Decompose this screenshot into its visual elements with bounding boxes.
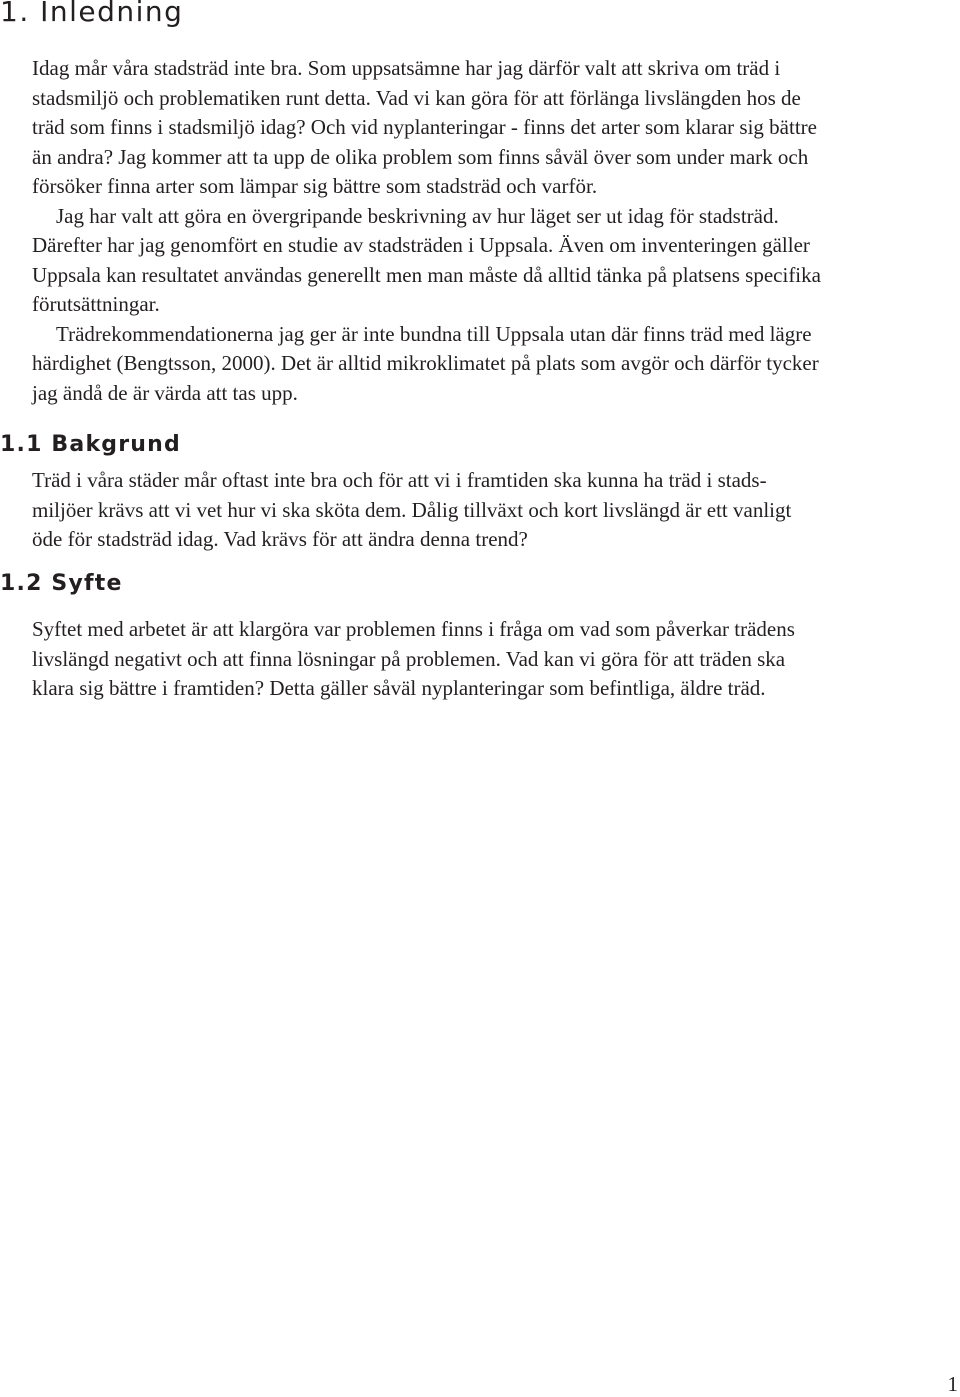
- text-line: Trädrekommendationerna jag ger är inte bundna till Uppsala utan där finns träd med lägre: [56, 321, 812, 346]
- text-line: stadsmiljö och problematiken runt detta. Vad vi kan göra för att förlänga livslängden hos de: [32, 85, 801, 110]
- text-line: förutsättningar.: [32, 292, 160, 316]
- intro-paragraph: [32, 54, 952, 408]
- section-heading-syfte: 1.2 Syfte: [0, 571, 123, 596]
- text-line: Träd i våra städer mår oftast inte bra och för att vi i framtiden ska kunna ha träd i stads-: [32, 468, 767, 492]
- text-line: miljöer krävs att vi vet hur vi ska sköta dem. Dålig tillväxt och kort livslängd är ett vanligt: [32, 497, 792, 522]
- text-line: Idag mår våra stadsträd inte bra. Som uppsatsämne har jag därför valt att skriva om träd i: [32, 56, 781, 80]
- text-line: än andra? Jag kommer att ta upp de olika problem som finns såväl över som under mark och: [32, 144, 809, 169]
- text-line: livslängd negativt och att finna lösningar på problemen. Vad kan vi göra för att träden ska: [32, 646, 786, 671]
- section-heading-bakgrund: 1.1 Bakgrund: [0, 432, 181, 457]
- text-line: Uppsala kan resultatet användas generellt men man måste då alltid tänka på platsens specifika: [32, 262, 821, 287]
- text-line: träd som finns i stadsmiljö idag? Och vid nyplanteringar - finns det arter som klarar sig bättre: [32, 115, 817, 139]
- page-number: 1: [947, 1372, 958, 1396]
- text-line: härdighet (Bengtsson, 2000). Det är alltid mikroklimatet på plats som avgör och därför tycker: [32, 351, 819, 375]
- text-line: klara sig bättre i framtiden? Detta gäller såväl nyplanteringar som befintliga, äldre träd.: [32, 676, 766, 700]
- text-line: jag ändå de är värda att tas upp.: [32, 380, 298, 405]
- text-line: Jag har valt att göra en övergripande beskrivning av hur läget ser ut idag för stadsträd.: [56, 203, 779, 228]
- bakgrund-paragraph: [32, 466, 952, 555]
- text-line: Syftet med arbetet är att klargöra var problemen finns i fråga om vad som påverkar trädens: [32, 617, 795, 641]
- text-line: försöker finna arter som lämpar sig bättre som stadsträd och varför.: [32, 174, 598, 198]
- chapter-heading: 1. Inledning: [0, 0, 184, 28]
- text-line: Därefter har jag genomfört en studie av stadsträden i Uppsala. Även om inventeringen gäller: [32, 233, 810, 257]
- text-line: öde för stadsträd idag. Vad krävs för att ändra denna trend?: [32, 527, 528, 551]
- syfte-paragraph: [32, 615, 952, 704]
